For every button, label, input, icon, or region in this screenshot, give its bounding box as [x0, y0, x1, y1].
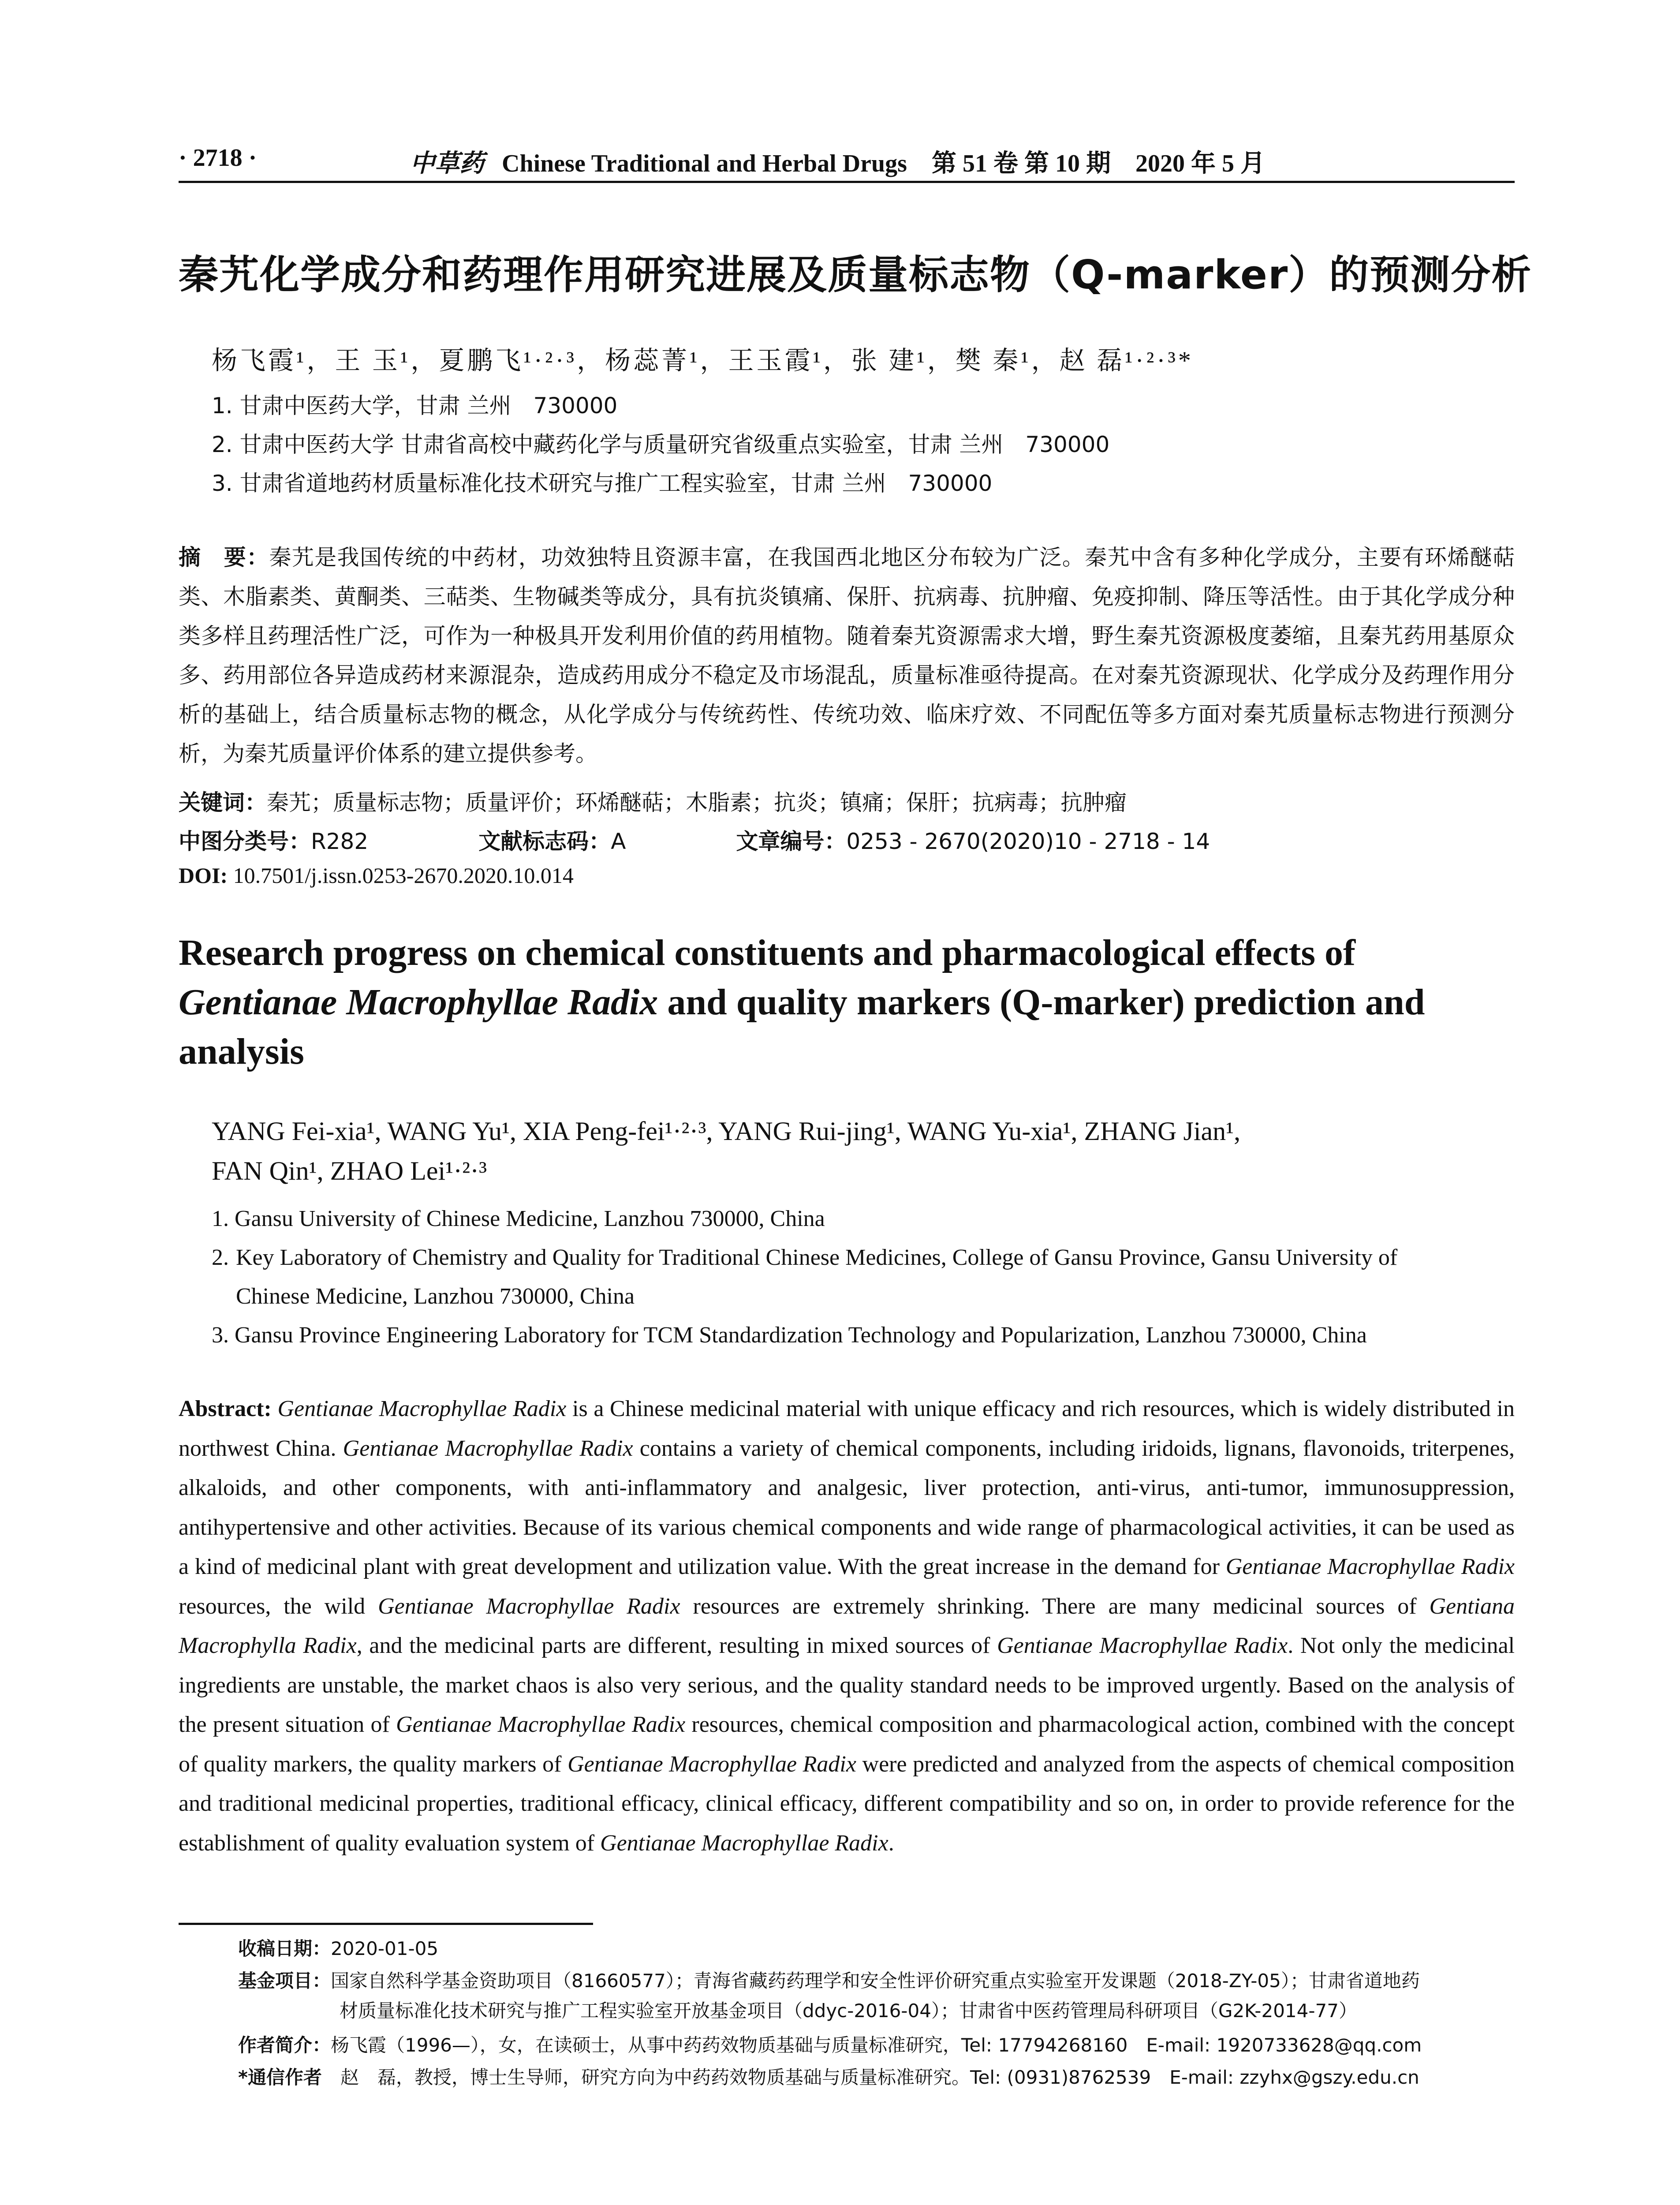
cn-title: 秦艽化学成分和药理作用研究进展及质量标志物（Q-marker）的预测分析: [179, 252, 1532, 298]
author-bio: 作者简介：杨飞霞（1996—），女，在读硕士，从事中药药效物质基础与质量标准研究，Tel: 17794268160 E-mail: 1920733628@qq.com: [238, 2034, 1422, 2056]
doi: [179, 863, 574, 888]
footnote-rule: [179, 1923, 593, 1925]
cn-affiliation-3: 3. 甘肃省道地药材质量标准化技术研究与推广工程实验室，甘肃 兰州 730000: [212, 471, 993, 496]
en-authors: [212, 1111, 1490, 1191]
cn-abstract-text: 秦艽是我国传统的中药材，功效独特且资源丰富，在我国西北地区分布较为广泛。秦艽中含有多种化学成分，主要有环烯醚萜类、木脂素类、黄酮类、三萜类、生物碱类等成分，具有抗炎镇痛、保肝、抗病毒、抗肿瘤、免疫抑制、降压等活性。由于其化学成分种类多样且药理活性广泛，可作为一种极具开发利用价值的药用植物。随着秦艽资源需求大增，野生秦艽资源极度萎缩，且秦艽药用基原众多、药用部位各异造成药材来源混杂，造成药用成分不稳定及市场混乱，质量标准亟待提高。在对秦艽资源现状、化学成分及药理作用分析的基础上，结合质量标志物的概念，从化学成分与传统药性、传统功效、临床疗效、不同配伍等多方面对秦艽质量标志物进行预测分析，为秦艽质量评价体系的建立提供参考。: [179, 545, 1515, 766]
en-title: [179, 928, 1515, 1076]
en-authors-line2: FAN Qin¹, ZHAO Lei¹·²·³: [212, 1156, 487, 1185]
en-affiliation-1: 1. Gansu University of Chinese Medicine, Lanzhou 730000, China: [212, 1206, 825, 1231]
cn-classification: [179, 824, 1210, 856]
clc-value: R282: [311, 829, 369, 854]
corresponding-author: *通信作者 赵 磊，教授，博士生导师，研究方向为中药药效物质基础与质量标准研究。Tel: (0931)8762539 E-mail: zzyhx@gszy.edu.cn: [238, 2067, 1419, 2088]
journal-issue: Chinese Traditional and Herbal Drugs 第 51 卷 第 10 期 2020 年 5 月: [502, 150, 1265, 177]
cn-abstract-label: 摘 要：: [179, 545, 269, 570]
en-affiliation-3: 3. Gansu Province Engineering Laboratory for TCM Standardization Technology and Popularization, Lanzhou 730000, China: [212, 1323, 1367, 1348]
en-title-species: Gentianae Macrophyllae Radix: [179, 982, 658, 1023]
journal-info: [410, 144, 1265, 179]
doccode-label: 文献标志码：: [478, 829, 611, 854]
fund-info: 基金项目：国家自然科学基金资助项目（81660577）；青海省藏药药理学和安全性评价研究重点实验室开发课题（2018-ZY-05）；甘肃省道地药 材质量标准化技术研究与推广工程实验室开放基金项目（ddyc-2016-04）；甘肃省中医药管理局科研项目（G2K-2014-77）: [238, 1970, 1420, 2022]
page-number: · 2718 ·: [179, 144, 257, 172]
en-title-line2: Gentianae Macrophyllae Radix and quality markers (Q-marker) prediction and: [179, 982, 1425, 1023]
article-no-value: 0253 - 2670(2020)10 - 2718 - 14: [846, 829, 1210, 854]
cn-authors: 杨飞霞¹，王 玉¹，夏鹏飞¹·²·³，杨蕊菁¹，王玉霞¹，张 建¹，樊 秦¹，赵 磊¹·²·³*: [212, 346, 1194, 375]
en-authors-line1: YANG Fei-xia¹, WANG Yu¹, XIA Peng-fei¹·²·³, YANG Rui-jing¹, WANG Yu-xia¹, ZHANG Jian¹,: [212, 1117, 1241, 1146]
clc-label: 中图分类号：: [179, 829, 311, 854]
cn-abstract: [179, 538, 1515, 774]
doi-value: 10.7501/j.issn.0253-2670.2020.10.014: [233, 863, 574, 888]
cn-affiliation-1: 1. 甘肃中医药大学，甘肃 兰州 730000: [212, 393, 618, 419]
journal-logo: 中草药: [410, 149, 484, 178]
article-no-label: 文章编号：: [736, 829, 847, 854]
received-date: 收稿日期：2020-01-05: [238, 1938, 439, 1959]
doi-label: DOI:: [179, 863, 228, 888]
running-header: [179, 140, 1515, 183]
doccode-value: A: [611, 829, 626, 854]
en-title-line3: analysis: [179, 1031, 304, 1072]
en-abstract: Abstract: Gentianae Macrophyllae Radix is a Chinese medicinal material with unique efficacy and rich resources, which is widely distributed in northwest China. Gentianae Macrophyllae Radix contains a variety of chemical components, including iridoids, lignans, flavonoids, triterpenes, alkaloids, and other components, with anti-inflammatory and analgesic, liver protection, anti-virus, anti-tumor, immunosuppression, antihypertensive and other activities. Because of its various chemical components and wide range of pharmacological activities, it can be used as a kind of medicinal plant with great development and utilization value. With the great increase in the demand for Gentianae Macrophyllae Radix resources, the wild Gentianae Macrophyllae Radix resources are extremely shrinking. There are many medicinal sources of Gentiana Macrophylla Radix, and the medicinal parts are different, resulting in mixed sources of Gentianae Macrophyllae Radix. Not only the medicinal ingredients are unstable, the market chaos is also very serious, and the quality standard needs to be improved urgently. Based on the analysis of the present situation of Gentianae Macrophyllae Radix resources, chemical composition and pharmacological action, combined with the concept of quality markers, the quality markers of Gentianae Macrophyllae Radix were predicted and analyzed from the aspects of chemical composition and traditional medicinal properties, traditional efficacy, clinical efficacy, different compatibility and so on, in order to provide reference for the establishment of quality evaluation system of Gentianae Macrophyllae Radix.: [179, 1396, 1515, 1856]
en-affiliation-2: 2. Key Laboratory of Chemistry and Quality for Traditional Chinese Medicines, College of Gansu Province, Gansu University of Chinese Medicine, Lanzhou 730000, China: [212, 1245, 1398, 1309]
cn-affiliation-2: 2. 甘肃中医药大学 甘肃省高校中藏药化学与质量研究省级重点实验室，甘肃 兰州 730000: [212, 432, 1110, 457]
en-title-line1: Research progress on chemical constituents and pharmacological effects of: [179, 932, 1356, 973]
cn-keywords-text: 秦艽；质量标志物；质量评价；环烯醚萜；木脂素；抗炎；镇痛；保肝；抗病毒；抗肿瘤: [267, 790, 1127, 815]
cn-keywords: [179, 785, 1127, 817]
en-abstract-label: Abstract:: [179, 1396, 272, 1421]
cn-keywords-label: 关键词：: [179, 790, 267, 815]
